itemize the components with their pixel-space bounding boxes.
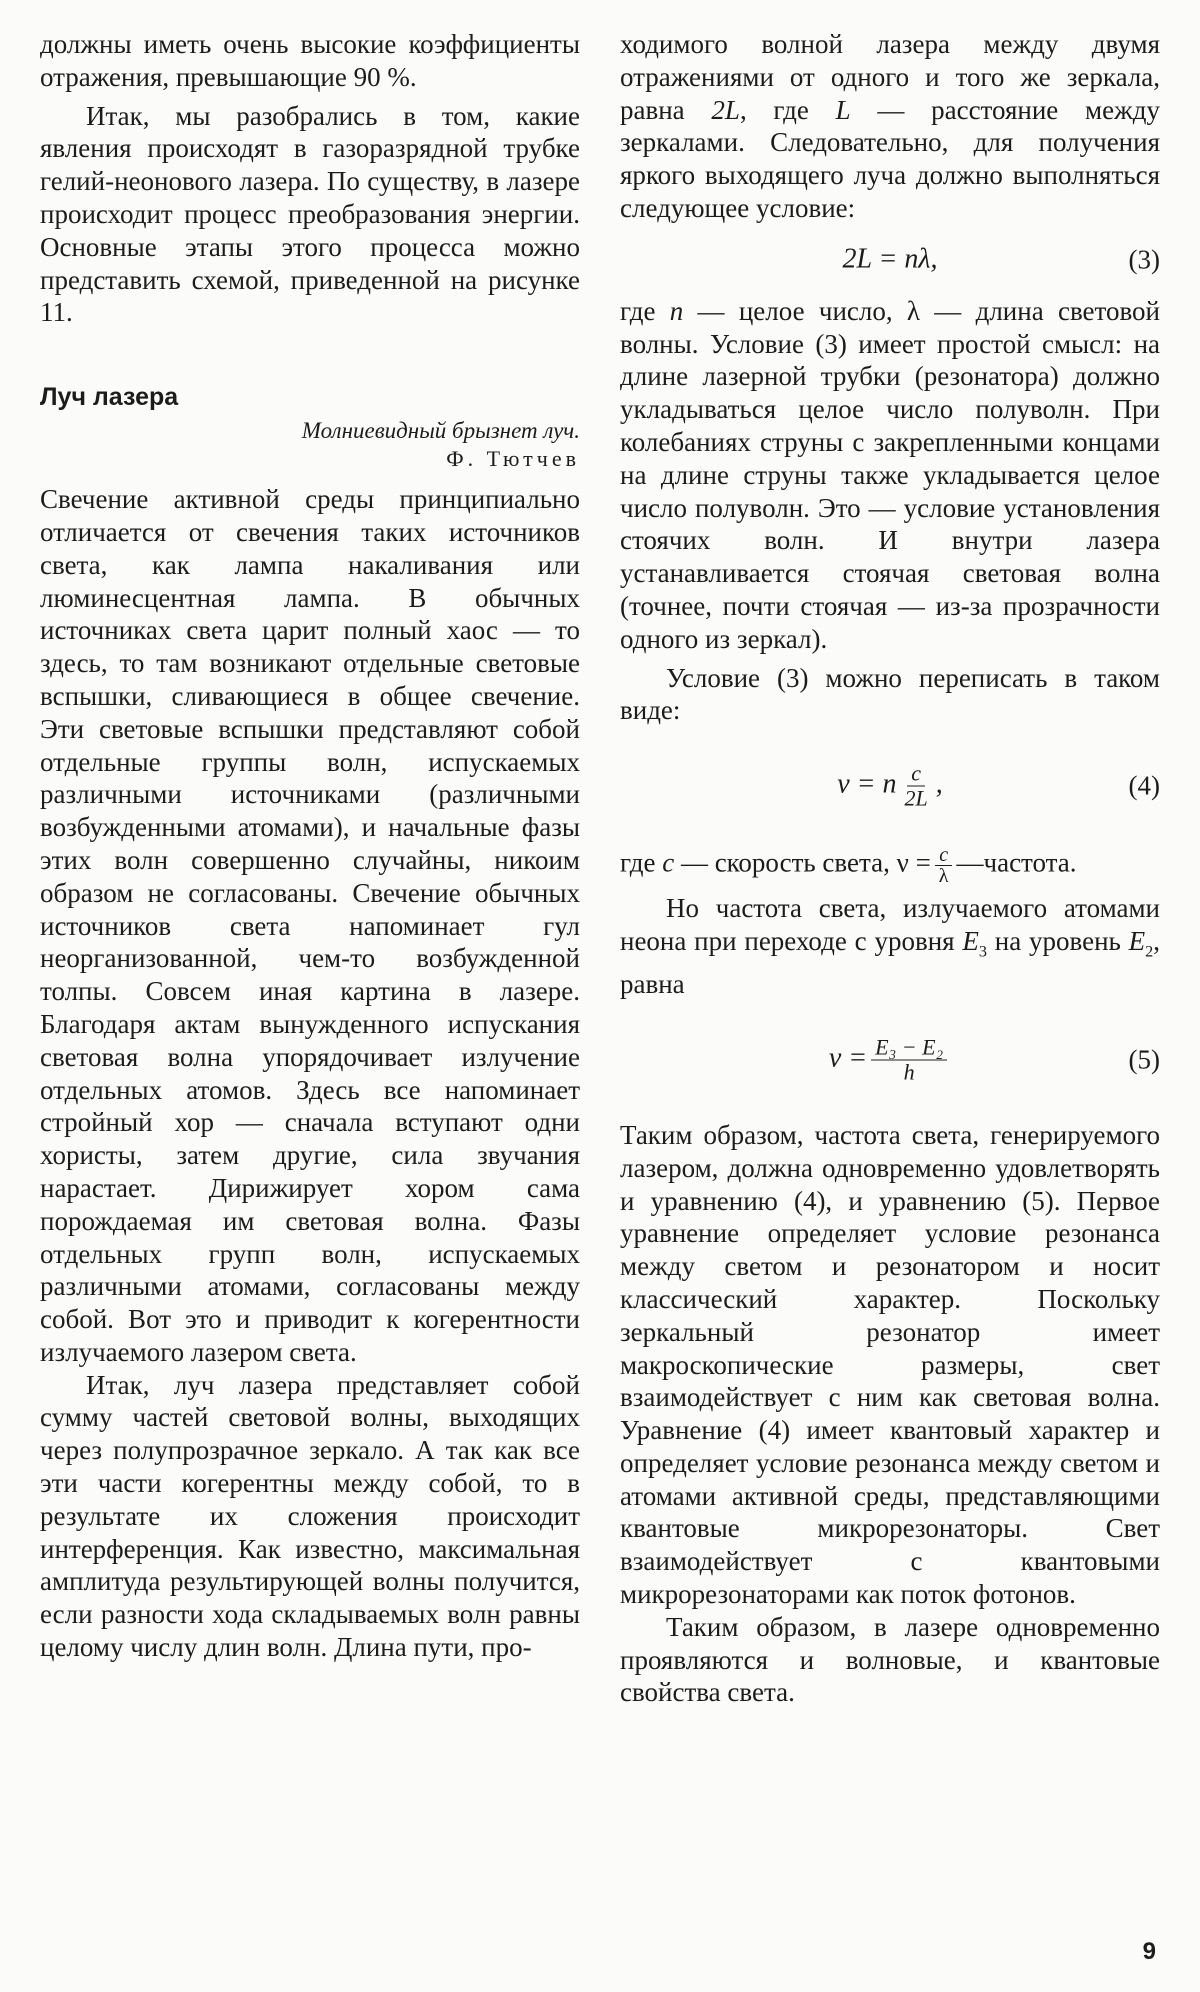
math-subscript: 2	[1145, 942, 1154, 961]
fraction-numerator: c	[935, 845, 952, 866]
text-span: Но частота света, излучаемого атомами неона при переходе с уровня	[620, 893, 1160, 956]
equation-lhs: ν =	[828, 1042, 868, 1074]
paragraph: должны иметь очень высокие коэффициенты отражения, превышающие 90 %.	[40, 29, 580, 92]
paragraph	[620, 28, 1160, 225]
section-heading: Луч лазера	[40, 383, 179, 412]
paragraph: Свечение активной среды принципиально отличается от свечения таких источников света, как лампа накаливания или люминесцентная лампа. В обычных источниках света царит полный хаос — то здесь, то там возникают отдельные световые вспышки, сливающиеся в общее свечение. Эти световые вспышки представляют собой отдельные группы волн, испускаемых различными источниками (различными возбужденными атомами), и начальные фазы этих волн совершенно случайны, никоим образом не согласованы. Свечение обычных источников света напоминает гул неорганизованной, чем-то возбужденной толпы. Совсем иная картина в лазере. Благодаря актам вынужденного испускания световая волна упорядочивает излучение отдельных атомов. Здесь все напоминает стройный хор — сначала вступают одни хористы, затем другие, сила звучания нарастает. Дирижирует хором сама порождаемая им световая волна. Фазы отдельных групп волн, испускаемых различными атомами, согласованы между собой. Вот это и приводит к когерентности излучаемого лазером света.	[40, 484, 580, 1367]
text-span: ходимого волной лазера между двумя отражениями от одного и того же зеркала, равна	[620, 29, 1160, 125]
equation-body	[620, 1035, 1160, 1084]
text-span: — целое число, λ — длина световой волны. Условие (3) имеет простой смысл: на длине лазерной трубки (резонатора) должно укладываться целое число полуволн. При колебаниях струны с закрепленными концами на длине струны также укладывается целое число полуволн. Это — условие установления стоячих волн. И внутри лазера устанавливается стоячая световая волна (точнее, почти стоячая — из-за прозрачности одного из зеркал).	[620, 295, 1160, 654]
paragraph	[620, 845, 1160, 886]
paragraph: Итак, мы разобрались в том, какие явления происходят в газоразрядной трубке гелий-неонового лазера. По существу, в лазере происходит процесс преобразования энергии. Основные этапы этого процесса можно представить схемой, приведенной на рисунке 11.	[40, 100, 580, 328]
text-span: на уровень	[986, 925, 1129, 956]
text-span: , где	[739, 94, 836, 125]
math-symbol: E	[962, 925, 979, 956]
equation-tail: ,	[935, 768, 943, 800]
equation-body: 2L = nλ,	[842, 243, 938, 275]
equation-number: (4)	[1128, 770, 1160, 801]
text-span: — расстояние между зеркалами. Следовательно, для получения яркого выходящего луча должно выполняться следующее условие:	[620, 94, 1160, 223]
text-span: где	[620, 847, 663, 878]
text-span: , равна	[620, 925, 1160, 1000]
epigraph-author: Ф. Тютчев	[446, 446, 580, 472]
paragraph: Итак, луч лазера представляет собой сумму частей световой волны, выходящих через полупрозрачное зеркало. А так как все эти части когерентны между собой, то в результате их сложения происходит интерференция. Как известно, максимальная амплитуда результирующей волны получится, если разности хода складываемых волн равны целому числу длин волн. Длина пути, про-	[40, 1369, 580, 1663]
fraction-denominator: λ	[938, 865, 949, 888]
equation-number: (5)	[1128, 1044, 1160, 1075]
math-subscript: 3	[978, 942, 987, 961]
equation-4	[620, 727, 1160, 845]
fraction	[871, 1035, 947, 1084]
paragraph: Таким образом, в лазере одновременно проявляются и волновые, и квантовые свойства света.	[620, 1611, 1160, 1708]
paragraph: Условие (3) можно переписать в таком виде:	[620, 662, 1160, 726]
right-column	[620, 28, 1160, 1709]
math-symbol: c	[662, 847, 675, 878]
text-span: где	[620, 295, 670, 326]
text-span: —частота.	[956, 847, 1077, 878]
math-symbol: E	[1128, 925, 1146, 956]
fraction-denominator: 2L	[904, 785, 928, 811]
equation-3	[620, 225, 1160, 295]
math-symbol: 2L	[711, 94, 740, 125]
text-span: — скорость света, ν =	[674, 847, 931, 878]
paragraph: Таким образом, частота света, генерируемого лазером, должна одновременно удовлетворять и уравнению (4), и уравнению (5). Первое уравнение определяет условие резонанса между светом и резонатором и носит классический характер. Поскольку зеркальный резонатор имеет макроскопические размеры, свет взаимодействует с ним как световая волна. Уравнение (4) имеет квантовый характер и определяет условие резонанса между светом и атомами активной среды, представляющими квантовые микрорезонаторы. Свет взаимодействует с квантовыми микрорезонаторами как поток фотонов.	[620, 1119, 1160, 1610]
fraction-denominator: h	[903, 1059, 915, 1085]
fraction-numerator: c	[907, 762, 925, 787]
fraction-numerator: E₃ − E₂	[871, 1035, 947, 1060]
fraction	[935, 845, 953, 886]
equation-body	[620, 762, 1160, 811]
math-symbol: L	[835, 94, 851, 125]
epigraph-text: Молниевидный брызнет луч.	[301, 418, 580, 444]
paragraph	[620, 892, 1160, 1001]
math-symbol: n	[669, 295, 684, 326]
left-column	[40, 28, 580, 1664]
paragraph	[620, 295, 1160, 656]
page-number: 9	[1142, 1938, 1156, 1965]
fraction	[901, 762, 932, 811]
equation-number: (3)	[1128, 244, 1160, 275]
spacer	[40, 329, 580, 381]
equation-5	[620, 1001, 1160, 1119]
equation-lhs: ν = n	[837, 768, 897, 800]
